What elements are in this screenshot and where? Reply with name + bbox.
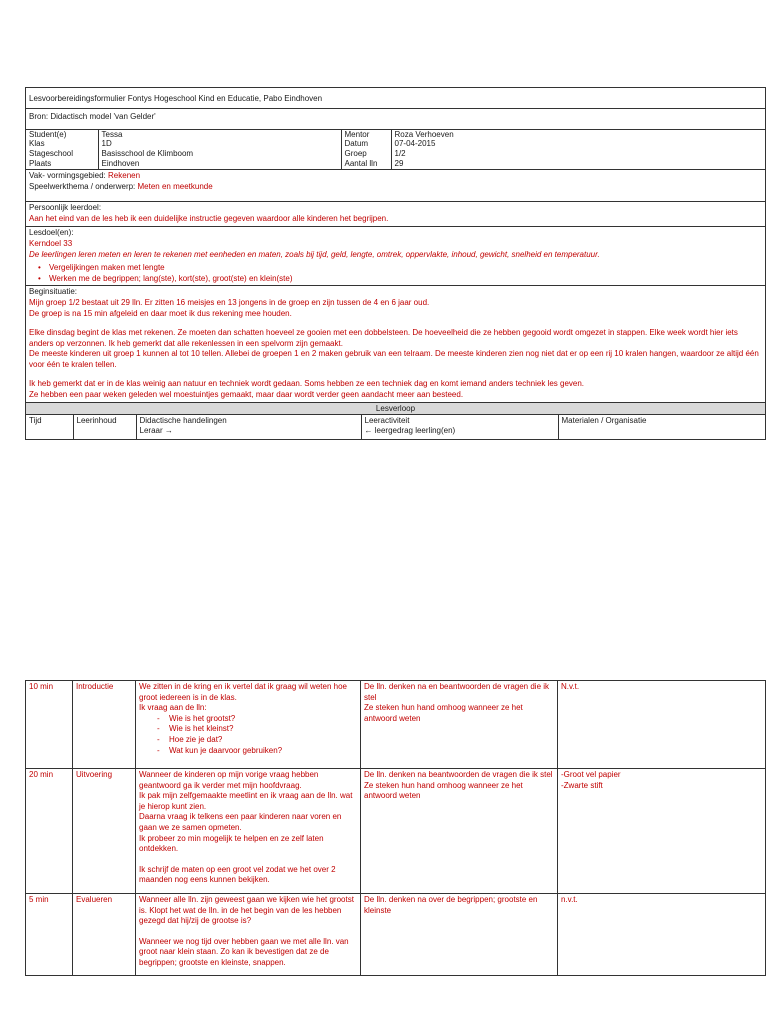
- row-inhoud: Uitvoering: [73, 769, 136, 894]
- klas-value: 1D: [101, 139, 112, 149]
- list-item: • Werken me de begrippen; lang(ste), kort(ste), groot(ste) en klein(ste): [49, 273, 762, 284]
- row-inhoud: Evalueren: [73, 894, 136, 976]
- row-leerling: De lln. denken na beantwoorden de vragen die ik stel Ze steken hun hand omhoog wanneer ze het antwoord weten: [361, 769, 558, 894]
- beginsituatie-section: Beginsituatie: Mijn groep 1/2 bestaat uit 29 lln. Er zitten 16 meisjes en 13 jongens in de groep en zijn tussen de 4 en 6 jaar oud. De groep is na 15 min afgeleid en daar moet ik dus rekening mee houden. Elke dinsdag begint de klas met rekenen. Ze moeten dan schatten hoeveel ze gooien met een dobbelsteen. De hoeveelheid die ze hebben gegooid wordt omgezet in stappen. Elke week wordt hier iets anders op verzonnen. Ik heb gemerkt dat alle rekenlessen in een spelvorm zijn gemaakt. De meeste kinderen uit groep 1 kunnen al tot 10 tellen. Allebei de groepen 1 en 2 maken gebruik van een telraam. De meeste kinderen zien nog niet dat er op een rij 10 kralen hangen, waardoor ze altijd één voor één te kralen tellen. Ik heb gemerkt dat er in de klas weinig aan natuur en techniek wordt gedaan. Soms hebben ze een techniek dag en komt iemand anders techniek les geven. Ze hebben een paar weken geleden wel moestuintjes gemaakt, maar daar wordt verder geen aandacht meer aan besteed.: [26, 286, 765, 402]
- row-leraar: Wanneer alle lln. zijn geweest gaan we kijken wie het grootst is. Klopt het wat de lln. in de het begin van de les hebben gezegd dat hij/zij de grootse is? Wanneer we nog tijd over hebben gaan we met alle lln. van groot naar klein staan. Zo kan ik bevestigen dat ze de begrippen; grootste en kleinste, snappen.: [136, 894, 361, 976]
- row-leerling: De lln. denken na en beantwoorden de vragen die ik stel Ze steken hun hand omhoog wanneer ze het antwoord weten: [361, 681, 558, 769]
- table-row: [26, 769, 766, 894]
- list-item: • Vergelijkingen maken met lengte: [49, 262, 762, 273]
- thema-value: Meten en meetkunde: [137, 181, 213, 191]
- lesson-form: [25, 87, 766, 440]
- beginsituatie-label: Beginsituatie:: [29, 287, 78, 297]
- col-leerinhoud: Leerinhoud: [73, 415, 136, 439]
- plaats-value: Eindhoven: [101, 158, 140, 168]
- row-leraar: We zitten in de kring en ik vertel dat ik graag wil weten hoe groot iedereen is in de klas. Ik vraag aan de lln: - Wie is het grootst? - Wie is het kleinst? - Hoe zie je dat? - Wat kun je daarvoor gebruiken?: [136, 681, 361, 769]
- row-materialen: -Groot vel papier -Zwarte stift: [558, 769, 766, 894]
- kerndoel-text: De leerlingen leren meten en leren te rekenen met eenheden en maten, zoals bij tijd, geld, lengte, omtrek, oppervlakte, inhoud, gewicht, snelheid en temperatuur.: [29, 249, 600, 259]
- col-didactisch: Didactische handelingen Leraar →: [136, 415, 361, 439]
- lesverloop-header: Lesverloop: [26, 403, 765, 415]
- lesdoel-bullets: [29, 262, 762, 284]
- row-materialen: N.v.t.: [558, 681, 766, 769]
- info-table: [26, 130, 765, 169]
- datum-value: 07-04-2015: [394, 139, 436, 149]
- form-source: Bron: Didactisch model 'van Gelder': [26, 109, 765, 130]
- stageschool-value: Basisschool de Klimboom: [101, 149, 194, 159]
- lesson-rows-table: [25, 680, 766, 976]
- mentor-value: Roza Verhoeven: [394, 129, 454, 139]
- mentor-labels: Mentor Datum Groep Aantal lln: [341, 130, 391, 169]
- aantal-value: 29: [394, 158, 404, 168]
- vak-value: Rekenen: [108, 170, 141, 180]
- student-name: Tessa: [101, 129, 123, 139]
- table-row: [26, 681, 766, 769]
- col-leeractiviteit: Leeractiviteit ← leergedrag leerling(en): [361, 415, 558, 439]
- row-tijd: 20 min: [26, 769, 73, 894]
- form-title: Lesvoorbereidingsformulier Fontys Hogeschool Kind en Educatie, Pabo Eindhoven: [26, 88, 765, 109]
- leerdoel-text: Aan het eind van de les heb ik een duidelijke instructie gegeven waardoor alle kinderen het begrijpen.: [29, 214, 389, 224]
- mentor-values: [391, 130, 765, 169]
- leerdoel-label: Persoonlijk leerdoel:: [29, 203, 102, 213]
- student-label: Student(e) Klas Stageschool Plaats: [26, 130, 98, 169]
- lesdoel-label: Lesdoel(en):: [29, 227, 74, 237]
- student-values: [98, 130, 341, 169]
- groep-value: 1/2: [394, 149, 406, 159]
- table-row: [26, 894, 766, 976]
- kerndoel: Kerndoel 33: [29, 238, 73, 248]
- col-tijd: Tijd: [26, 415, 73, 439]
- row-leerling: De lln. denken na over de begrippen; grootste en kleinste: [361, 894, 558, 976]
- lesdoel-section: [26, 227, 765, 286]
- row-tijd: 10 min: [26, 681, 73, 769]
- lesverloop-columns: [26, 415, 765, 439]
- row-tijd: 5 min: [26, 894, 73, 976]
- leerdoel-section: [26, 202, 765, 227]
- row-inhoud: Introductie: [73, 681, 136, 769]
- row-materialen: n.v.t.: [558, 894, 766, 976]
- col-materialen: Materialen / Organisatie: [561, 415, 647, 425]
- info-section: [26, 130, 765, 170]
- row-leraar: Wanneer de kinderen op mijn vorige vraag hebben geantwoord ga ik verder met mijn hoofdvraag. Ik pak mijn zelfgemaakte meetlint en ik vraag aan de lln. wat je hierop kunt zien. Daarna vraag ik telkens een paar kinderen naar voren en gaan we ze samen opmeten. Ik probeer zo min mogelijk te helpen en ze zelf laten ontdekken. Ik schrijf de maten op een groot vel zodat we het over 2 maanden nog eens kunnen bekijken.: [136, 769, 361, 894]
- vak-section: Vak- vormingsgebied: Rekenen Speelwerkthema / onderwerp: Meten en meetkunde: [26, 170, 765, 203]
